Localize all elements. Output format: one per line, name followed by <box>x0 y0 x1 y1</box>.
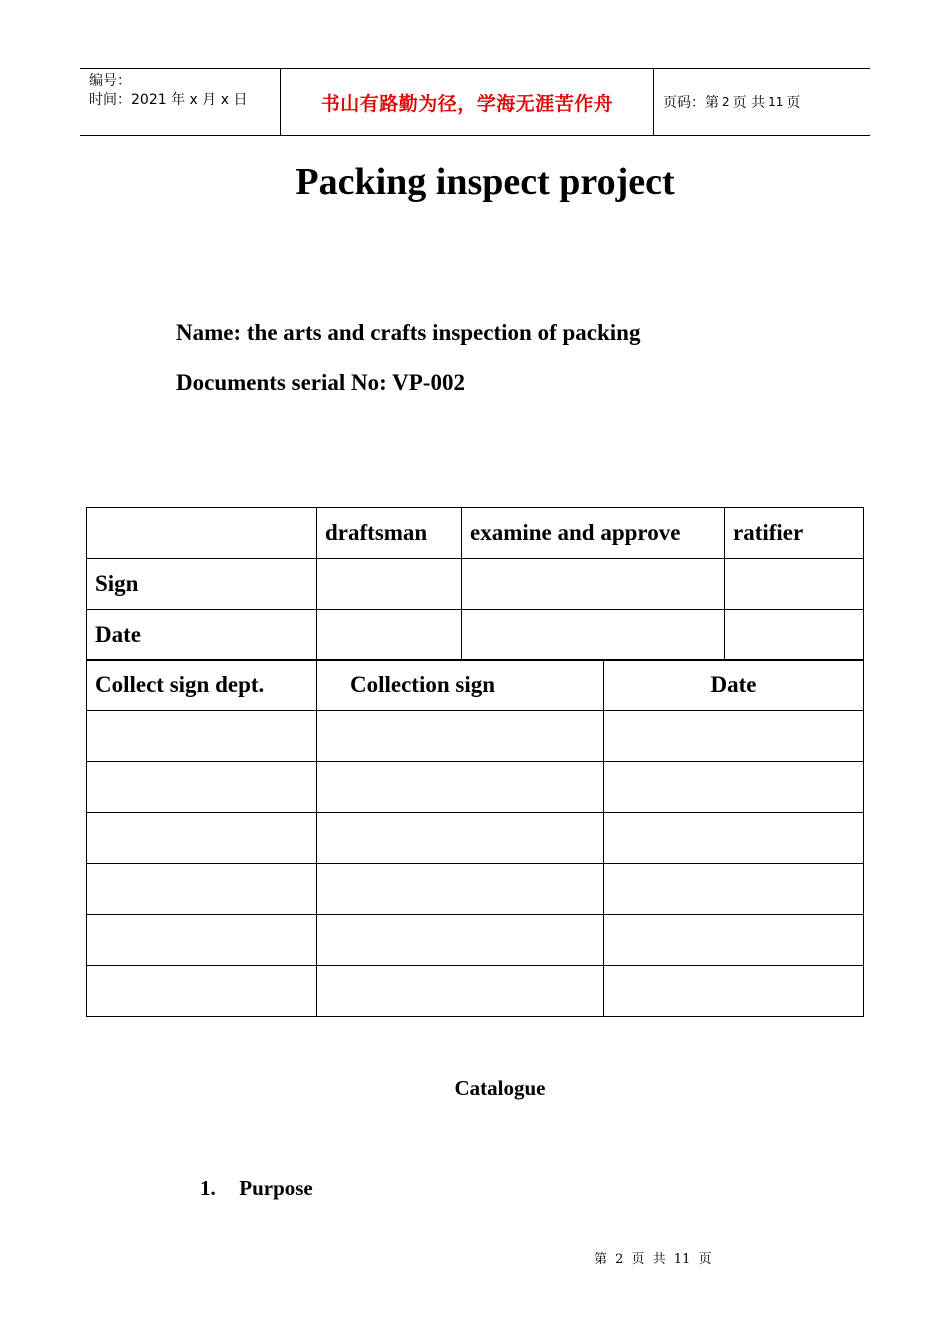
date-cell[interactable] <box>604 864 864 915</box>
row-label: Sign <box>87 559 317 610</box>
date-cell[interactable] <box>604 813 864 864</box>
document-serial: Documents serial No: VP-002 <box>176 370 465 395</box>
table-row <box>87 915 864 966</box>
approval-header-row <box>87 508 864 559</box>
date-draftsman-cell[interactable] <box>317 610 462 661</box>
header-info <box>80 69 281 135</box>
approval-header-cell: examine and approve <box>462 508 725 559</box>
page-footer: 第 2 页 共 11 页 <box>594 1252 712 1267</box>
approval-header-cell <box>87 508 317 559</box>
collection-header-row <box>87 660 864 711</box>
table-row <box>87 966 864 1017</box>
dept-cell[interactable] <box>87 762 317 813</box>
page-total: 11 <box>768 95 784 109</box>
approval-header-cell: draftsman <box>317 508 462 559</box>
date-cell[interactable] <box>604 762 864 813</box>
date-cell[interactable] <box>604 915 864 966</box>
sign-cell[interactable] <box>317 813 604 864</box>
table-row <box>87 711 864 762</box>
sign-cell[interactable] <box>317 966 604 1017</box>
collection-header-cell: Date <box>604 660 864 711</box>
page-prefix: 页码：第 <box>663 95 719 111</box>
catalogue-heading: Catalogue <box>454 1076 546 1100</box>
table-row <box>87 762 864 813</box>
header-page-indicator <box>654 69 870 135</box>
sign-ratifier-cell[interactable] <box>725 559 864 610</box>
header-motto: 书山有路勤为径，学海无涯苦作舟 <box>281 69 654 135</box>
document-name: Name: the arts and crafts inspection of packing <box>176 320 641 345</box>
collection-table <box>86 659 864 1017</box>
date-cell[interactable] <box>604 711 864 762</box>
collection-header-cell: Collect sign dept. <box>87 660 317 711</box>
toc-item <box>200 1176 313 1201</box>
sign-cell[interactable] <box>317 711 604 762</box>
sign-cell[interactable] <box>317 864 604 915</box>
dept-cell[interactable] <box>87 711 317 762</box>
page-header <box>80 68 870 136</box>
date-label: 时间：2021 年 x 月 x 日 <box>89 92 248 108</box>
serial-label: 编号： <box>89 73 131 89</box>
dept-cell[interactable] <box>87 864 317 915</box>
date-approver-cell[interactable] <box>462 610 725 661</box>
approval-table <box>86 507 864 661</box>
sign-cell[interactable] <box>317 915 604 966</box>
toc-item-label: Purpose <box>239 1176 313 1200</box>
toc-item-number: 1. <box>200 1176 216 1200</box>
dept-cell[interactable] <box>87 966 317 1017</box>
sign-cell[interactable] <box>317 762 604 813</box>
table-row <box>87 813 864 864</box>
date-cell[interactable] <box>604 966 864 1017</box>
dept-cell[interactable] <box>87 813 317 864</box>
date-ratifier-cell[interactable] <box>725 610 864 661</box>
approval-row-date <box>87 610 864 661</box>
sign-approver-cell[interactable] <box>462 559 725 610</box>
dept-cell[interactable] <box>87 915 317 966</box>
sign-draftsman-cell[interactable] <box>317 559 462 610</box>
page-mid: 页 共 <box>732 95 766 111</box>
document-title: Packing inspect project <box>295 161 675 203</box>
table-row <box>87 864 864 915</box>
collection-header-cell: Collection sign <box>317 660 604 711</box>
approval-header-cell: ratifier <box>725 508 864 559</box>
approval-row-sign <box>87 559 864 610</box>
row-label: Date <box>87 610 317 661</box>
page-number: 2 <box>722 95 730 109</box>
page-suffix: 页 <box>786 95 801 111</box>
